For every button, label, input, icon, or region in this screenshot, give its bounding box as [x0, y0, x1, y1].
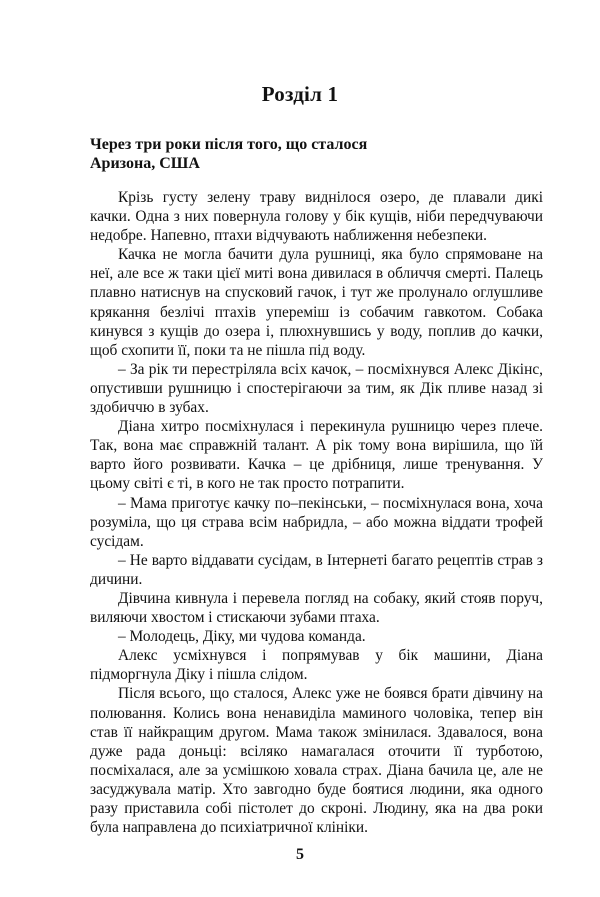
paragraph: – За рік ти перестріляла всіх качок, – посміхнувся Алекс Дікінс, опустивши рушницю і спостерігаючи за тим, як Дік пливе назад зі здобиччю в зубах.: [90, 360, 543, 417]
subheading-time: Через три роки після того, що сталося: [90, 136, 368, 153]
subheading-place: Аризона, США: [90, 155, 200, 172]
paragraph: Дівчина кивнула і перевела погляд на собаку, який стояв поруч, виляючи хвостом і стискаючи зубами птаха.: [90, 589, 543, 627]
paragraph: Діана хитро посміхнулася і перекинула рушницю через плече. Так, вона має справжній талант. А рік тому вона вирішила, що їй варто його розвивати. Качка – це дрібниця, лише тренування. У цьому світі є ті, в кого не так просто потрапити.: [90, 418, 543, 493]
chapter-body: [90, 188, 543, 837]
chapter-title: Розділ 1: [261, 82, 339, 106]
paragraph: Алекс усміхнувся і попрямував у бік машини, Діана підморгнула Діку і пішла слідом.: [90, 647, 543, 684]
paragraph: Після всього, що сталося, Алекс уже не боявся брати дівчину на полювання. Колись вона ненавиділа маминого чоловіка, тепер він став її найкращим другом. Мама також змінилася. Здавалося, вона дуже рада доньці: всіляко намагалася оточити її турботою, посміхалася, але за усмішкою ховала страх. Діана бачила це, але не засуджувала матір. Хто завгодно буде боятися людини, яка одного разу приставила собі пістолет до скроні. Людину, яка на два роки була направлена до психіатричної клініки.: [90, 685, 543, 837]
paragraph: Качка не могла бачити дула рушниці, яка було спрямоване на неї, але все ж таки цієї миті вона дивилася в обличчя смерті. Палець плавно натиснув на спусковий гачок, і тут же пролунало оглушливе крякання безлічі птахів упереміш із собачим гавкотом. Собака кинувся з кущів до озера і, плюхнувшись у воду, поплив до качки, щоб схопити її, поки та не пішла під воду.: [90, 246, 543, 359]
paragraph: – Не варто віддавати сусідам, в Інтернеті багато рецептів страв з дичини.: [90, 551, 543, 588]
page-number: 5: [296, 846, 304, 863]
paragraph: Крізь густу зелену траву виднілося озеро, де плавали дикі качки. Одна з них повернула голову у бік кущів, ніби передчуваючи недобре. Напевно, птахи відчувають наближення небезпеки.: [90, 189, 543, 245]
paragraph: – Молодець, Діку, ми чудова команда.: [118, 628, 366, 646]
paragraph: – Мама приготує качку по–пекінськи, – посміхнулася вона, хоча розуміла, що ця страва всім набридла, – або можна віддати трофей сусідам.: [90, 494, 543, 550]
